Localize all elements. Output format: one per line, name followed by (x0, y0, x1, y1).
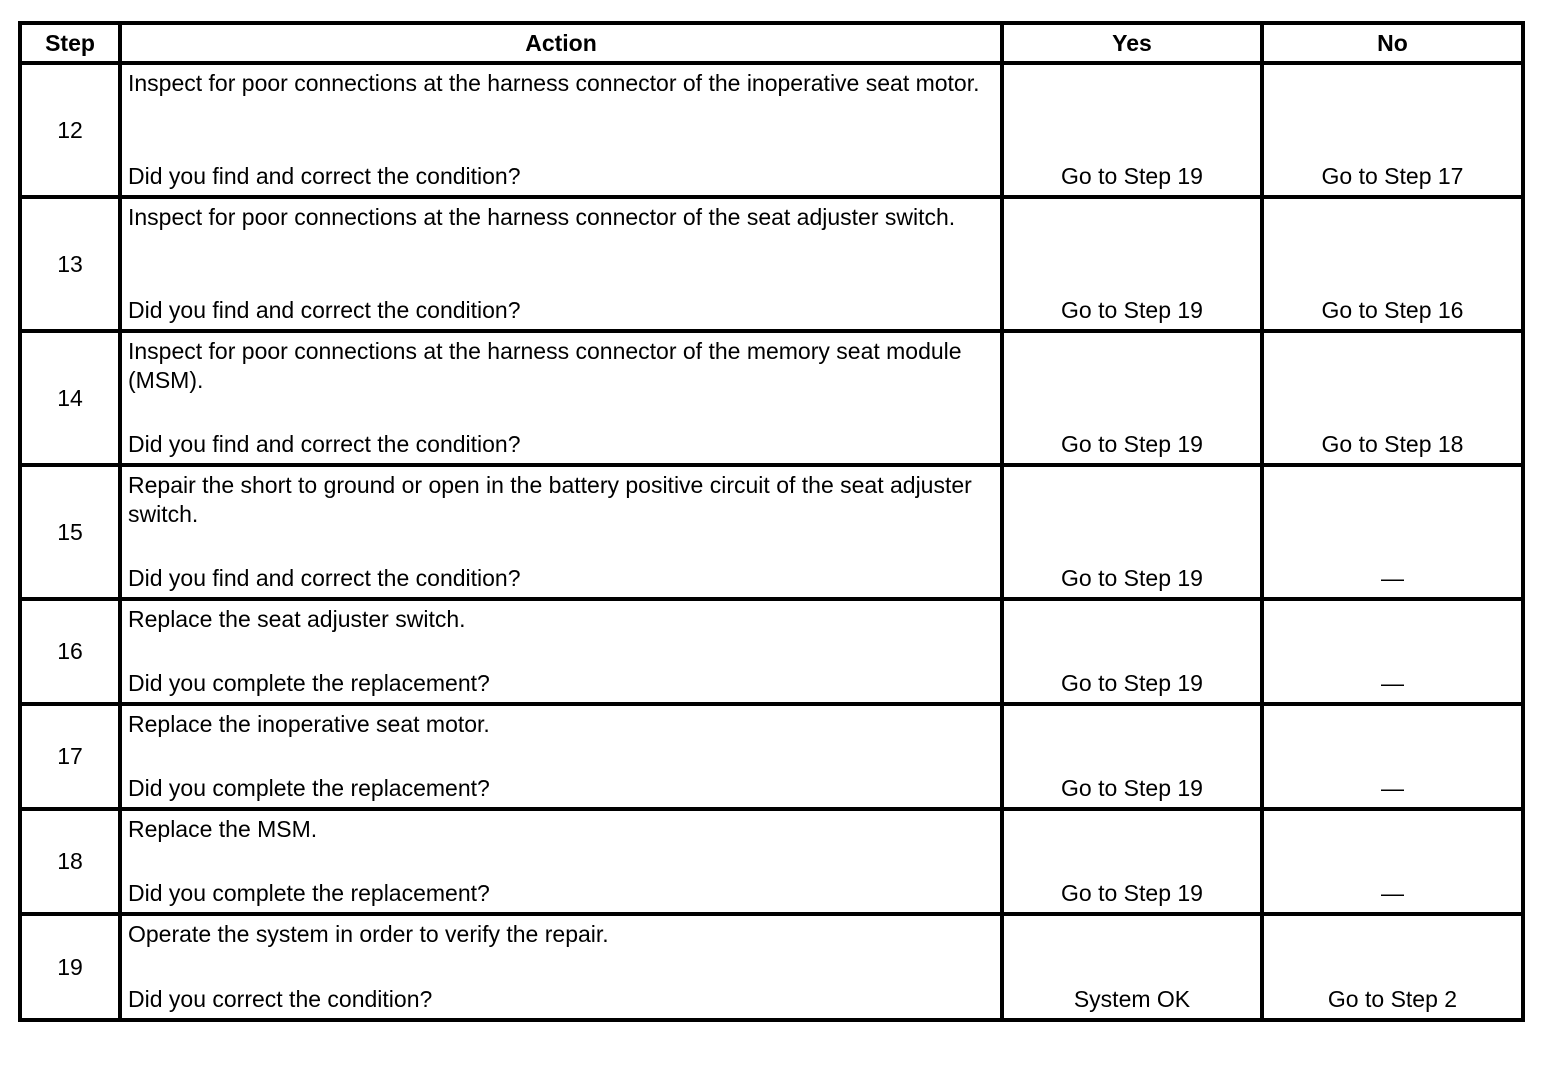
no-cell (1262, 914, 1523, 1020)
step-number: 16 (20, 599, 120, 704)
yes-cell (1002, 197, 1262, 331)
table-row (20, 331, 1523, 465)
action-instruction: Inspect for poor connections at the harness connector of the seat adjuster switch. (128, 204, 956, 230)
action-question: Did you find and correct the condition? (128, 297, 521, 323)
action-question: Did you find and correct the condition? (128, 431, 521, 457)
table-row (20, 197, 1523, 331)
diagnostic-table (18, 21, 1525, 1022)
action-cell (120, 63, 1002, 197)
table-row (20, 599, 1523, 704)
action-instruction: Replace the seat adjuster switch. (128, 606, 466, 632)
yes-cell (1002, 599, 1262, 704)
yes-result: Go to Step 19 (1061, 880, 1203, 906)
action-question: Did you complete the replacement? (128, 775, 490, 801)
step-number: 12 (20, 63, 120, 197)
action-cell (120, 331, 1002, 465)
step-number: 17 (20, 704, 120, 809)
yes-cell (1002, 63, 1262, 197)
no-cell (1262, 704, 1523, 809)
action-question: Did you correct the condition? (128, 986, 433, 1012)
no-result: — (1381, 775, 1404, 801)
step-number: 14 (20, 331, 120, 465)
table-row (20, 704, 1523, 809)
action-cell (120, 599, 1002, 704)
yes-cell (1002, 809, 1262, 914)
yes-cell (1002, 704, 1262, 809)
action-cell (120, 197, 1002, 331)
action-instruction: Replace the MSM. (128, 816, 318, 842)
no-cell (1262, 331, 1523, 465)
yes-result: Go to Step 19 (1061, 163, 1203, 189)
action-cell (120, 465, 1002, 599)
action-instruction: Inspect for poor connections at the harness connector of the inoperative seat motor. (128, 70, 980, 96)
header-no: No (1262, 23, 1523, 63)
table-row (20, 465, 1523, 599)
step-number: 15 (20, 465, 120, 599)
yes-cell (1002, 331, 1262, 465)
header-yes: Yes (1002, 23, 1262, 63)
no-result: Go to Step 17 (1321, 163, 1464, 189)
step-number: 19 (20, 914, 120, 1020)
action-instruction: Inspect for poor connections at the harness connector of the memory seat module (MSM). (128, 338, 962, 393)
no-result: Go to Step 2 (1327, 986, 1458, 1012)
action-question: Did you complete the replacement? (128, 670, 490, 696)
no-result: — (1381, 880, 1404, 906)
action-cell (120, 809, 1002, 914)
action-instruction: Repair the short to ground or open in the battery positive circuit of the seat adjuster switch. (128, 472, 972, 527)
header-row (20, 23, 1523, 63)
yes-result: Go to Step 19 (1061, 670, 1203, 696)
no-cell (1262, 197, 1523, 331)
no-result: Go to Step 16 (1321, 297, 1464, 323)
yes-cell (1002, 914, 1262, 1020)
yes-result: System OK (1073, 986, 1191, 1012)
action-instruction: Operate the system in order to verify the repair. (128, 921, 609, 947)
no-cell (1262, 809, 1523, 914)
yes-result: Go to Step 19 (1061, 297, 1203, 323)
no-result: — (1381, 670, 1404, 696)
header-action: Action (120, 23, 1002, 63)
action-instruction: Replace the inoperative seat motor. (128, 711, 490, 737)
no-cell (1262, 599, 1523, 704)
table-row (20, 63, 1523, 197)
yes-result: Go to Step 19 (1061, 565, 1203, 591)
no-result: Go to Step 18 (1321, 431, 1464, 457)
step-number: 13 (20, 197, 120, 331)
action-cell (120, 914, 1002, 1020)
table-row (20, 809, 1523, 914)
no-result: — (1381, 565, 1404, 591)
action-question: Did you complete the replacement? (128, 880, 490, 906)
step-number: 18 (20, 809, 120, 914)
no-cell (1262, 63, 1523, 197)
yes-cell (1002, 465, 1262, 599)
header-step: Step (20, 23, 120, 63)
no-cell (1262, 465, 1523, 599)
action-cell (120, 704, 1002, 809)
table-row (20, 914, 1523, 1020)
yes-result: Go to Step 19 (1061, 775, 1203, 801)
yes-result: Go to Step 19 (1061, 431, 1203, 457)
action-question: Did you find and correct the condition? (128, 565, 521, 591)
action-question: Did you find and correct the condition? (128, 163, 521, 189)
